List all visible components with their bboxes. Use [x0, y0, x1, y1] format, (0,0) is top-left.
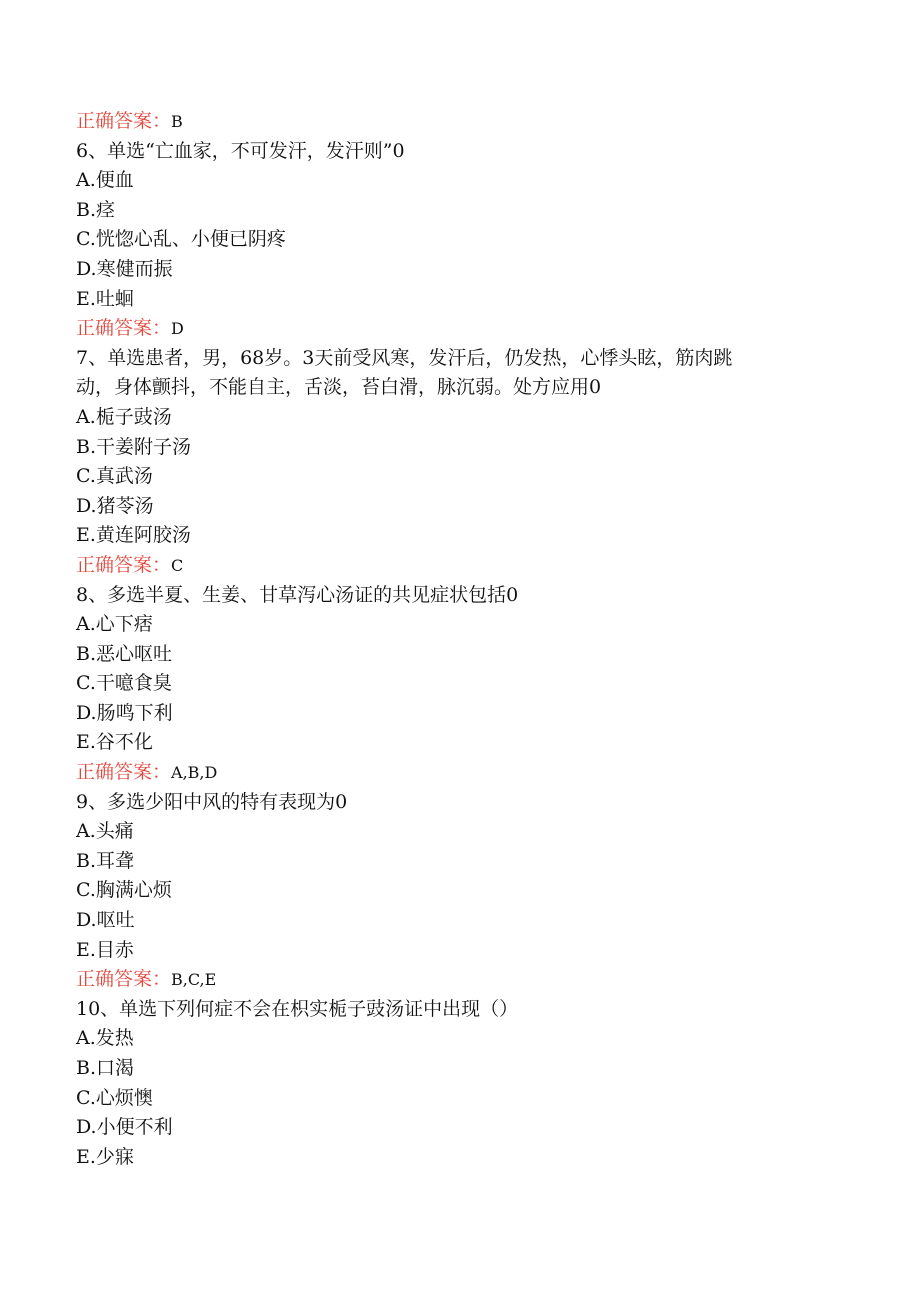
option-8a: A.心下痞 [76, 613, 153, 636]
option-6b: B.痉 [76, 198, 116, 221]
answer-value: D [171, 319, 184, 339]
option-8d: D.肠鸣下利 [76, 701, 173, 724]
option-7d: D.猪苓汤 [76, 494, 154, 517]
answer-label: 正确答案： [76, 110, 172, 132]
option-6c: C.恍惚心乱、小便已阴疼 [76, 228, 286, 251]
option-10a: A.发热 [76, 1027, 134, 1050]
question-stem-7-line2: 动，身体颤抖，不能自主，舌淡，苔白滑，脉沉弱。处方应用0 [76, 376, 602, 399]
answer-line-q5 [76, 107, 836, 137]
option-9b: B.耳聋 [76, 849, 135, 872]
question-stem-6: 6、单选“亡血家，不可发汗，发汗则”0 [76, 139, 405, 162]
answer-line-q6 [76, 314, 836, 344]
option-10e: E.少寐 [76, 1145, 134, 1168]
option-7b: B.干姜附子汤 [76, 435, 192, 458]
question-stem-9: 9、多选少阳中风的特有表现为0 [76, 790, 348, 813]
option-8b: B.恶心呕吐 [76, 642, 173, 665]
option-7e: E.黄连阿胶汤 [76, 524, 191, 547]
option-9c: C.胸满心烦 [76, 879, 172, 902]
option-6d: D.寒健而振 [76, 257, 173, 280]
option-6e: E.吐蛔 [76, 287, 134, 310]
option-7c: C.真武汤 [76, 465, 153, 488]
answer-label: 正确答案： [76, 968, 172, 991]
answer-label: 正确答案： [76, 761, 172, 784]
option-10d: D.小便不利 [76, 1116, 173, 1139]
answer-value: B [171, 112, 183, 131]
answer-label: 正确答案： [76, 553, 172, 576]
option-9d: D.呕吐 [76, 909, 135, 932]
answer-label: 正确答案： [76, 317, 172, 340]
answer-value: A,B,D [171, 763, 218, 783]
question-stem-7-line1: 7、单选患者，男，68岁。3天前受风寒，发汗后，仍发热，心悸头眩，筋肉跳 [76, 346, 733, 369]
option-8e: E.谷不化 [76, 731, 153, 754]
option-10c: C.心烦懊 [76, 1086, 153, 1109]
answer-line-q8 [76, 758, 836, 788]
option-8c: C.干噫食臭 [76, 672, 172, 695]
option-10b: B.口渴 [76, 1057, 135, 1079]
answer-line-q7 [76, 551, 836, 581]
question-list [76, 107, 836, 1172]
answer-value: C [171, 555, 184, 575]
question-stem-8: 8、多选半夏、生姜、甘草泻心汤证的共见症状包括0 [76, 583, 519, 606]
option-6a: A.便血 [76, 169, 134, 192]
answer-line-q9 [76, 965, 836, 995]
question-stem-10: 10、单选下列何症不会在枳实栀子豉汤证中出现（） [76, 997, 519, 1020]
option-7a: A.栀子豉汤 [76, 405, 172, 428]
option-9e: E.目赤 [76, 938, 134, 961]
option-9a: A.头痛 [76, 820, 134, 843]
answer-value: B,C,E [171, 970, 217, 990]
